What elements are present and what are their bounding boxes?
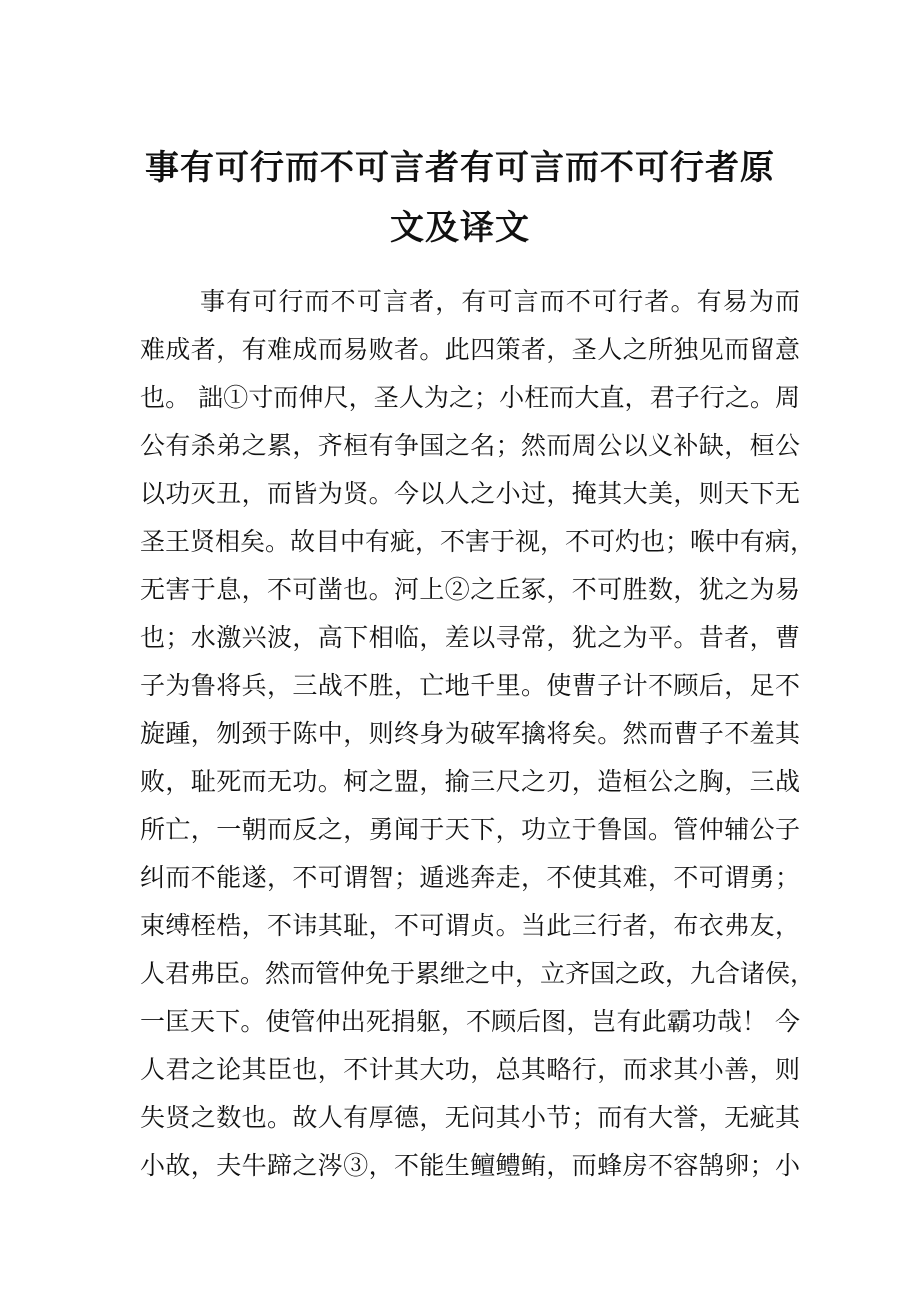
body-line: 束缚桎梏，不讳其耻，不可谓贞。当此三行者，布衣弗友， xyxy=(140,911,800,940)
body-line: 小故，夫牛蹄之涔③，不能生鳣鳢鲔，而蜂房不容鹄卵；小 xyxy=(140,1151,800,1180)
body-line: 人君弗臣。然而管仲免于累绁之中，立齐国之政，九合诸侯， xyxy=(140,959,816,988)
body-line: 无害于息，不可凿也。河上②之丘冢，不可胜数，犹之为易 xyxy=(140,575,800,604)
body-line: 一匡天下。使管仲出死捐躯，不顾后图，岂有此霸功哉！ 今 xyxy=(140,1007,800,1036)
body-line: 也。 詘①寸而伸尺，圣人为之；小枉而大直，君子行之。周 xyxy=(140,383,800,412)
body-line: 旋踵，刎颈于陈中，则终身为破军擒将矣。然而曹子不羞其 xyxy=(140,719,800,748)
body-line: 败，耻死而无功。柯之盟，揄三尺之刃，造桓公之胸，三战 xyxy=(140,767,800,796)
document-title-line-1: 事有可行而不可言者有可言而不可行者原 xyxy=(145,148,775,188)
body-line: 纠而不能遂，不可谓智；遁逃奔走，不使其难，不可谓勇； xyxy=(140,863,800,892)
body-line: 子为鲁将兵，三战不胜，亡地千里。使曹子计不顾后，足不 xyxy=(140,671,800,700)
body-line: 公有杀弟之累，齐桓有争国之名；然而周公以义补缺，桓公 xyxy=(140,431,800,460)
body-line: 以功灭丑，而皆为贤。今以人之小过，掩其大美，则天下无 xyxy=(140,479,800,508)
body-line: 也；水激兴波，高下相临，差以寻常，犹之为平。昔者，曹 xyxy=(140,623,800,652)
body-line: 圣王贤相矣。故目中有疵，不害于视，不可灼也；喉中有病， xyxy=(140,527,816,556)
body-line: 所亡，一朝而反之，勇闻于天下，功立于鲁国。管仲辅公子 xyxy=(140,815,800,844)
body-line: 事有可行而不可言者，有可言而不可行者。有易为而 xyxy=(200,287,800,316)
body-line: 难成者，有难成而易败者。此四策者，圣人之所独见而留意 xyxy=(140,335,800,364)
document-title-line-2: 文及译文 xyxy=(390,208,530,248)
body-line: 失贤之数也。故人有厚德，无问其小节；而有大誉，无疵其 xyxy=(140,1103,800,1132)
body-line: 人君之论其臣也，不计其大功，总其略行，而求其小善，则 xyxy=(140,1055,800,1084)
